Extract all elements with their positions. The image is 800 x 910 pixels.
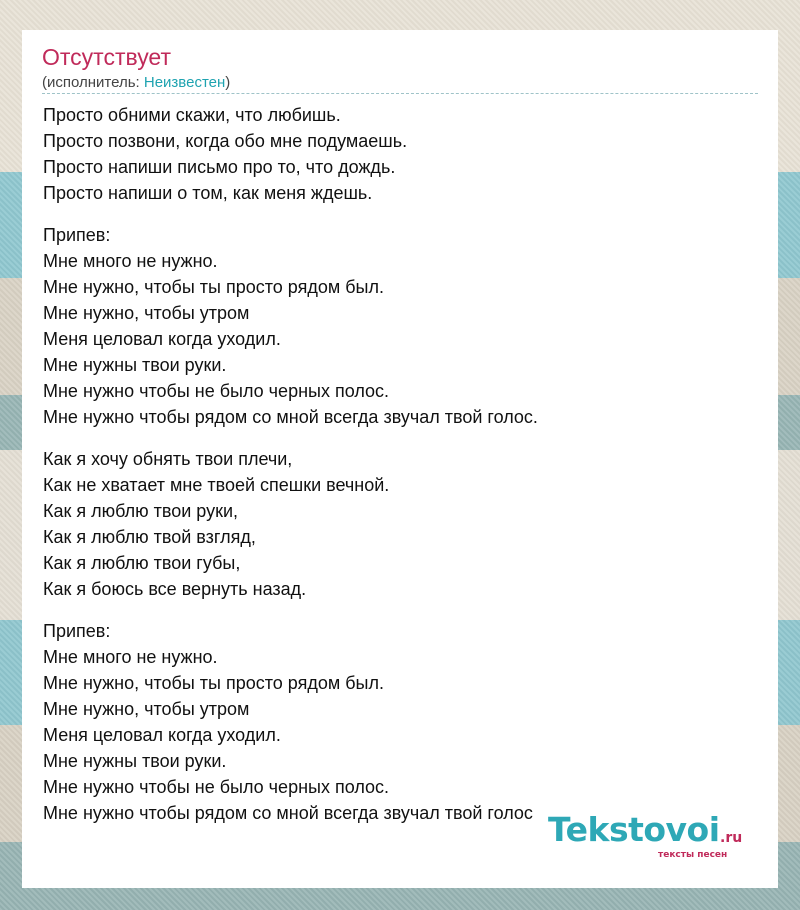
artist-link[interactable]: Неизвестен (143, 74, 226, 91)
site-logo[interactable] (548, 810, 778, 860)
lyric-line: Как я люблю твои губы, (43, 553, 241, 573)
lyric-line: Мне нужны твои руки. (43, 355, 227, 375)
lyric-line: Мне нужно чтобы не было черных полос. (43, 381, 390, 401)
stanza-gap (43, 602, 763, 618)
artist-prefix: (исполнитель: (42, 74, 144, 91)
lyric-line: Как я боюсь все вернуть назад. (43, 579, 307, 599)
lyric-line: Мне много не нужно. (43, 647, 218, 667)
lyric-line: Мне нужно, чтобы ты просто рядом был. (43, 673, 384, 693)
lyric-line: Мне нужны твои руки. (43, 751, 227, 771)
lyric-line: Просто обними скажи, что любишь. (43, 105, 341, 125)
lyric-line: Припев: (43, 225, 111, 245)
lyrics-card (22, 30, 778, 888)
lyric-line: Как я хочу обнять твои плечи, (43, 449, 293, 469)
lyric-line: Мне нужно чтобы рядом со мной всегда звучал твой голос. (43, 407, 538, 427)
lyric-line: Просто позвони, когда обо мне подумаешь. (43, 131, 408, 151)
logo-tagline: тексты песен (658, 850, 728, 860)
lyric-line: Мне нужно, чтобы утром (43, 303, 250, 323)
lyric-line: Как не хватает мне твоей спешки вечной. (43, 475, 390, 495)
title-divider (42, 93, 758, 94)
stanza-gap (43, 430, 763, 446)
lyric-line: Просто напиши о том, как меня ждешь. (43, 183, 373, 203)
lyric-line: Просто напиши письмо про то, что дождь. (43, 157, 396, 177)
lyric-line: Как я люблю твои руки, (43, 501, 239, 521)
lyric-line: Мне нужно чтобы рядом со мной всегда звучал твой голос (43, 803, 533, 823)
lyric-line: Мне нужно, чтобы утром (43, 699, 250, 719)
lyric-line: Как я люблю твой взгляд, (43, 527, 256, 547)
lyric-line: Меня целовал когда уходил. (43, 725, 281, 745)
lyric-line: Мне нужно чтобы не было черных полос. (43, 777, 390, 797)
stanza-gap (43, 206, 763, 222)
lyric-line: Меня целовал когда уходил. (43, 329, 281, 349)
lyric-line: Мне нужно, чтобы ты просто рядом был. (43, 277, 384, 297)
artist-line (42, 74, 230, 91)
lyric-line: Мне много не нужно. (43, 251, 218, 271)
lyric-line: Припев: (43, 621, 111, 641)
logo-domain: .ru (720, 830, 743, 846)
song-title: Отсутствует (42, 44, 171, 70)
lyrics-body (43, 102, 763, 826)
logo-brand: Tekstovoi (548, 810, 720, 849)
artist-suffix: ) (225, 74, 231, 91)
